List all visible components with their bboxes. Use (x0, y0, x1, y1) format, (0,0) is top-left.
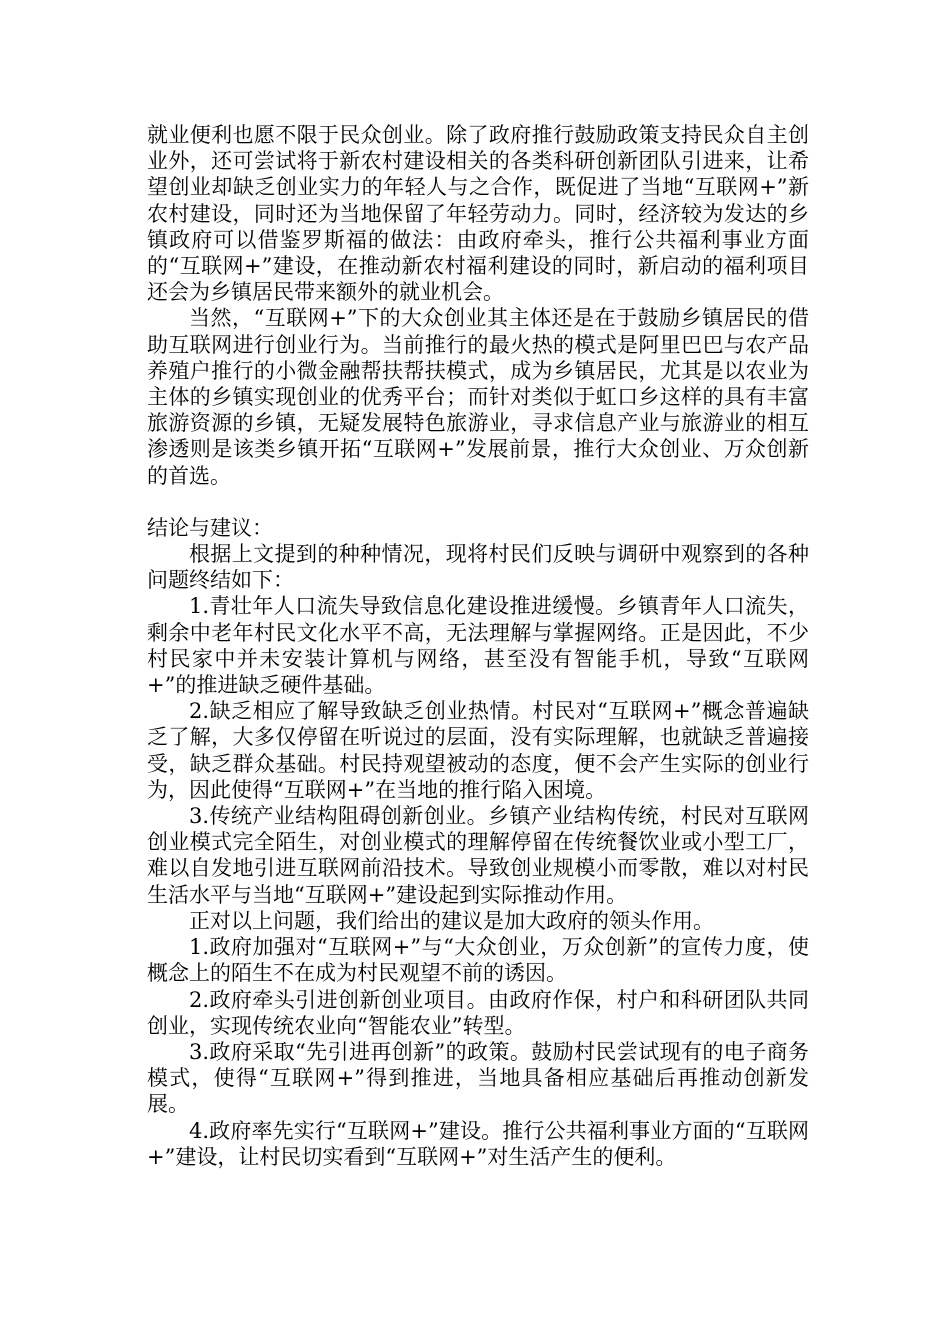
document-page (147, 122, 809, 1170)
suggestion-item-4: 4.政府率先实行“互联网+”建设。推行公共福利事业方面的“互联网+”建设，让村民切实看到“互联网+”对生活产生的便利。 (147, 1118, 809, 1169)
suggestion-item-2: 2.政府牵头引进创新创业项目。由政府作保，村户和科研团队共同创业，实现传统农业向“智能农业”转型。 (147, 987, 809, 1038)
paragraph-employment-convenience: 就业便利也愿不限于民众创业。除了政府推行鼓励政策支持民众自主创业外，还可尝试将于新农村建设相关的各类科研创新团队引进来，让希望创业却缺乏创业实力的年轻人与之合作，既促进了当地“互联网+”新农村建设，同时还为当地保留了年轻劳动力。同时，经济较为发达的乡镇政府可以借鉴罗斯福的做法：由政府牵头，推行公共福利事业方面的“互联网+”建设，在推动新农村福利建设的同时，新启动的福利项目还会为乡镇居民带来额外的就业机会。 (147, 123, 809, 305)
problem-item-3: 3.传统产业结构阻碍创新创业。乡镇产业结构传统，村民对互联网创业模式完全陌生，对创业模式的理解停留在传统餐饮业或小型工厂，难以自发地引进互联网前沿技术。导致创业规模小而零散，难以对村民生活水平与当地“互联网+”建设起到实际推动作用。 (147, 804, 809, 907)
suggestion-item-3: 3.政府采取“先引进再创新”的政策。鼓励村民尝试现有的电子商务模式，使得“互联网+”得到推进，当地具备相应基础后再推动创新发展。 (147, 1039, 809, 1117)
paragraph-summary-intro: 根据上文提到的种种情况，现将村民们反映与调研中观察到的各种问题终结如下： (147, 542, 809, 593)
suggestion-item-1: 1.政府加强对“互联网+”与“大众创业，万众创新”的宣传力度，使概念上的陌生不在成为村民观望不前的诱因。 (147, 935, 809, 986)
paragraph-suggestion-intro: 正对以上问题，我们给出的建议是加大政府的领头作用。 (189, 908, 714, 933)
paragraph-mass-entrepreneurship: 当然，“互联网+”下的大众创业其主体还是在于鼓励乡镇居民的借助互联网进行创业行为。当前推行的最火热的模式是阿里巴巴与农产品养殖户推行的小微金融帮扶帮扶模式，成为乡镇居民，尤其是以农业为主体的乡镇实现创业的优秀平台；而针对类似于虹口乡这样的具有丰富旅游资源的乡镇，无疑发展特色旅游业，寻求信息产业与旅游业的相互渗透则是该类乡镇开拓“互联网+”发展前景，推行大众创业、万众创新的首选。 (147, 306, 809, 488)
section-heading-conclusion: 结论与建议： (147, 515, 273, 540)
problem-item-2: 2.缺乏相应了解导致缺乏创业热情。村民对“互联网+”概念普遍缺乏了解，大多仅停留在听说过的层面，没有实际理解，也就缺乏普遍接受，缺乏群众基础。村民持观望被动的态度，便不会产生实际的创业行为，因此使得“互联网+”在当地的推行陷入困境。 (147, 699, 809, 802)
blank-line (147, 489, 809, 515)
problem-item-1: 1.青壮年人口流失导致信息化建设推进缓慢。乡镇青年人口流失，剩余中老年村民文化水平不高，无法理解与掌握网络。正是因此，不少村民家中并未安装计算机与网络，甚至没有智能手机，导致“互联网+”的推进缺乏硬件基础。 (147, 594, 809, 698)
